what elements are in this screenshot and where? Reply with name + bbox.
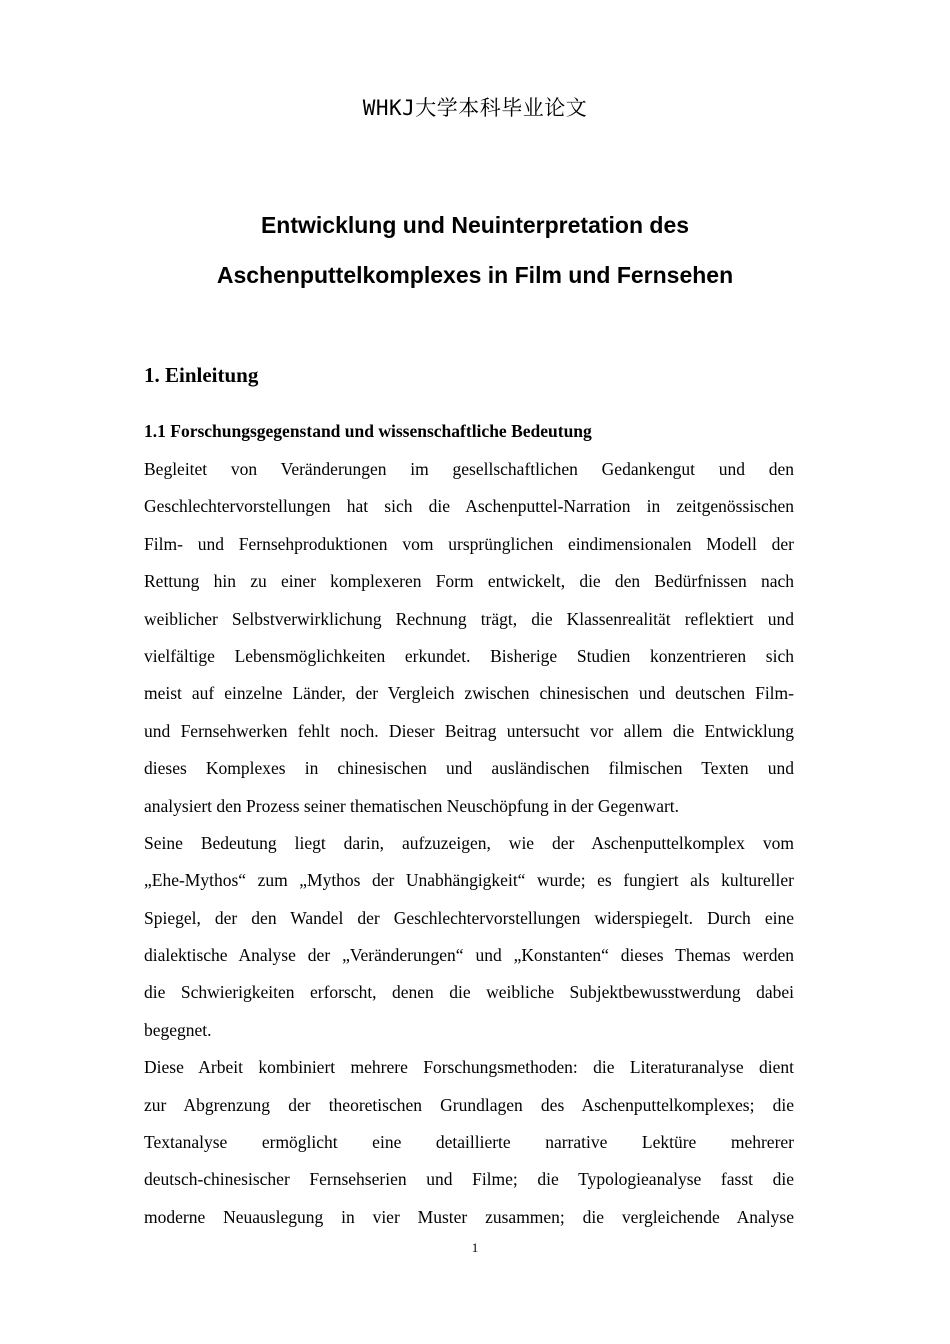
text-line: analysiert den Prozess seiner thematischen Neuschöpfung in der Gegenwart. [144, 795, 680, 816]
text-line: dieses Komplexes in chinesischen und ausländischen filmischen Texten und [144, 758, 794, 779]
text-line: meist auf einzelne Länder, der Vergleich zwischen chinesischen und deutschen Film- [144, 683, 794, 704]
body-text [144, 451, 794, 1236]
text-line: Begleitet von Veränderungen im gesellschaftlichen Gedankengut und den [144, 459, 794, 479]
page-number: 1 [471, 1240, 479, 1255]
text-line: Geschlechtervorstellungen hat sich die Aschenputtel-Narration in zeitgenössischen [144, 496, 794, 517]
text-line: Textanalyse ermöglicht eine detaillierte narrative Lektüre mehrerer [144, 1132, 794, 1153]
document-title-line-1: Entwicklung und Neuinterpretation des [260, 212, 690, 238]
text-line: moderne Neuauslegung in vier Muster zusammen; die vergleichende Analyse [144, 1206, 794, 1227]
text-line: vielfältige Lebensmöglichkeiten erkundet. Bisherige Studien konzentrieren sich [144, 645, 794, 666]
text-line: begegnet. [144, 1019, 212, 1040]
subsection-heading: 1.1 Forschungsgegenstand und wissenschaftliche Bedeutung [144, 421, 592, 441]
text-line: „Ehe-Mythos“ zum „Mythos der Unabhängigkeit“ wurde; es fungiert als kultureller [144, 870, 794, 891]
page-header: WHKJ大学本科毕业论文 [362, 96, 588, 120]
text-line: weiblicher Selbstverwirklichung Rechnung trägt, die Klassenrealität reflektiert und [144, 608, 794, 629]
text-line: die Schwierigkeiten erforscht, denen die weibliche Subjektbewusstwerdung dabei [144, 982, 794, 1003]
text-line: Diese Arbeit kombiniert mehrere Forschungsmethoden: die Literaturanalyse dient [144, 1057, 794, 1078]
text-line: Film- und Fernsehproduktionen vom ursprünglichen eindimensionalen Modell der [144, 533, 794, 554]
text-line: Seine Bedeutung liegt darin, aufzuzeigen, wie der Aschenputtelkomplex vom [144, 832, 794, 853]
text-line: dialektische Analyse der „Veränderungen“ und „Konstanten“ dieses Themas werden [144, 945, 794, 966]
text-line: zur Abgrenzung der theoretischen Grundlagen des Aschenputtelkomplexes; die [144, 1094, 794, 1115]
text-line: deutsch-chinesischer Fernsehserien und Filme; die Typologieanalyse fasst die [144, 1169, 794, 1190]
section-heading: 1. Einleitung [144, 363, 259, 387]
document-title-line-2: Aschenputtelkomplexes in Film und Fernsehen [216, 262, 734, 288]
text-line: Rettung hin zu einer komplexeren Form entwickelt, die den Bedürfnissen nach [144, 571, 794, 592]
text-line: und Fernsehwerken fehlt noch. Dieser Beitrag untersucht vor allem die Entwicklung [144, 720, 794, 741]
text-line: Spiegel, der den Wandel der Geschlechtervorstellungen widerspiegelt. Durch eine [144, 907, 794, 928]
